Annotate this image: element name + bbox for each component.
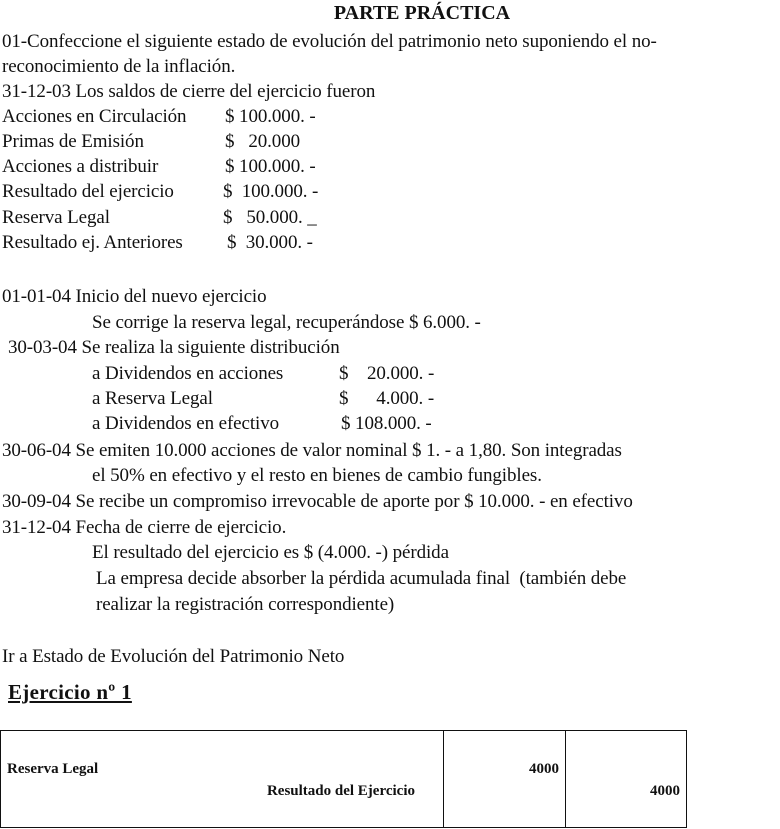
distribution-label: a Reserva Legal <box>92 388 213 409</box>
distribution-row <box>92 362 435 386</box>
event-line: 30-09-04 Se recibe un compromiso irrevocable de aporte por $ 10.000. - en efectivo <box>2 491 633 512</box>
credit-amount: 4000 <box>650 783 680 799</box>
table-row <box>1 731 687 828</box>
event-line: realizar la registración correspondiente) <box>96 594 395 615</box>
balance-amount: $ 100.000. - <box>223 181 319 202</box>
journal-entry-table <box>0 730 687 828</box>
distribution-amount: $ 20.000. - <box>339 363 435 384</box>
balance-amount: $ 50.000. _ <box>223 207 317 228</box>
instruction-line-2: reconocimiento de la inflación. <box>2 56 236 77</box>
credit-cell <box>566 731 687 828</box>
balance-label: Reserva Legal <box>2 207 110 228</box>
balance-label: Resultado ej. Anteriores <box>2 232 183 253</box>
debit-cell <box>444 731 566 828</box>
accounts-cell <box>1 731 444 828</box>
balance-row <box>2 231 313 255</box>
patrimonio-neto-link[interactable]: Ir a Estado de Evolución del Patrimonio Neto <box>2 646 345 667</box>
balance-label: Acciones en Circulación <box>2 106 187 127</box>
event-line: El resultado del ejercicio es $ (4.000. -) pérdida <box>92 542 449 563</box>
balance-label: Resultado del ejercicio <box>2 181 174 202</box>
page-title: PARTE PRÁCTICA <box>333 2 511 24</box>
distribution-amount: $ 108.000. - <box>341 413 432 434</box>
balance-amount: $ 100.000. - <box>225 106 316 127</box>
credit-account: Resultado del Ejercicio <box>266 783 415 799</box>
event-line: 31-12-04 Fecha de cierre de ejercicio. <box>2 517 287 538</box>
balance-row <box>2 130 301 154</box>
balance-label: Primas de Emisión <box>2 131 144 152</box>
balance-row <box>2 180 319 204</box>
event-line: La empresa decide absorber la pérdida acumulada final (también debe <box>96 568 627 589</box>
exercise-title: Ejercicio nº 1 <box>8 680 132 704</box>
event-line: Se corrige la reserva legal, recuperándose $ 6.000. - <box>92 312 481 333</box>
debit-amount: 4000 <box>529 761 559 777</box>
balance-amount: $ 30.000. - <box>227 232 313 253</box>
balance-row <box>2 105 316 129</box>
distribution-amount: $ 4.000. - <box>339 388 435 409</box>
instruction-line-1: 01-Confeccione el siguiente estado de evolución del patrimonio neto suponiendo el no- <box>2 31 657 52</box>
balances-intro: 31-12-03 Los saldos de cierre del ejercicio fueron <box>2 81 376 102</box>
distribution-row <box>92 387 435 411</box>
debit-account: Reserva Legal <box>7 761 99 777</box>
balance-label: Acciones a distribuir <box>2 156 159 177</box>
balance-row <box>2 155 316 179</box>
distribution-label: a Dividendos en acciones <box>92 363 284 384</box>
distribution-row <box>92 412 432 436</box>
event-line: 30-06-04 Se emiten 10.000 acciones de valor nominal $ 1. - a 1,80. Son integradas <box>2 440 622 461</box>
balance-row <box>2 206 317 230</box>
event-line: 30-03-04 Se realiza la siguiente distribución <box>8 337 340 358</box>
event-line: 01-01-04 Inicio del nuevo ejercicio <box>2 286 267 307</box>
balance-amount: $ 100.000. - <box>225 156 316 177</box>
balance-amount: $ 20.000 <box>225 131 301 152</box>
distribution-label: a Dividendos en efectivo <box>92 413 280 434</box>
event-line: el 50% en efectivo y el resto en bienes de cambio fungibles. <box>92 465 542 486</box>
